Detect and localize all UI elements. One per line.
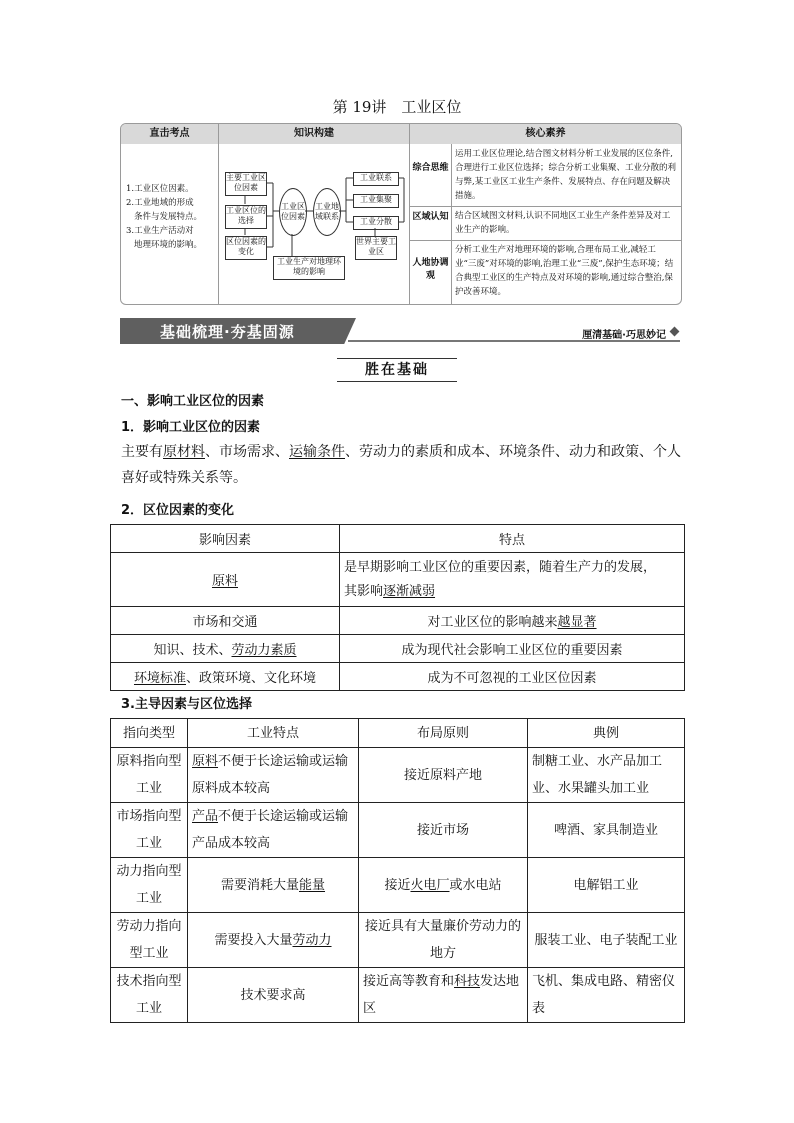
mind-map-lines xyxy=(121,124,411,304)
suyang-text-1: 运用工业区位理论,结合图文材料分析工业发展的区位条件,合理进行工业区位选择；综合分析工业集聚、工业分散的利与弊,某工业区工业生产条件、发展特点、存在问题及解决措施。 xyxy=(455,149,677,201)
section-banner xyxy=(120,318,680,344)
t1-header-feature: 特点 xyxy=(340,525,685,553)
suyang-label-1: 综合思维 xyxy=(412,163,449,173)
kaodian-list: 1.工业区位因素。 2.工业地域的形成 条件与发展特点。 3.工业生产活动对 地理环境的影响。 xyxy=(126,184,203,250)
mm-box-disperse: 工业分散 xyxy=(353,216,399,230)
diamond-icon xyxy=(670,327,680,337)
table-row: 知识、技术、劳动力素质 成为现代社会影响工业区位的重要因素 xyxy=(111,635,685,663)
banner-title: 基础梳理·夯基固源 xyxy=(160,323,295,341)
mm-box-selection: 工业区位的选择 xyxy=(225,205,267,229)
sub-heading-2: 2．区位因素的变化 xyxy=(121,503,235,518)
factor-change-table xyxy=(110,524,685,691)
page-title: 第 19讲 工业区位 xyxy=(332,98,462,116)
suyang-text-2: 结合区域图文材料,认识不同地区工业生产条件差异及对工业生产的影响。 xyxy=(455,211,671,235)
t2-header-type: 指向类型 xyxy=(111,719,188,748)
mm-oval-factors: 工业区位因素 xyxy=(279,188,307,236)
factors-paragraph: 主要有原材料、市场需求、运输条件、劳动力的素质和成本、环境条件、动力和政策、个人喜好或特殊关系等。 xyxy=(121,444,681,486)
table-row: 市场指向型工业 产品不便于长途运输或运输产品成本较高 接近市场 啤酒、家具制造业 xyxy=(111,803,685,858)
sub-banner: 胜在基础 xyxy=(337,358,457,382)
table-row: 市场和交通 对工业区位的影响越来越显著 xyxy=(111,607,685,635)
t2-header-example: 典例 xyxy=(528,719,685,748)
mm-box-cluster: 工业集聚 xyxy=(353,194,399,208)
mm-box-factors: 主要工业区位因素 xyxy=(225,172,267,196)
section-heading: 一、影响工业区位的因素 xyxy=(121,394,265,409)
mm-oval-links: 工业地域联系 xyxy=(313,188,341,236)
header-zhishi: 知识构建 xyxy=(219,124,409,144)
mm-box-change: 区位因素的变化 xyxy=(225,236,267,260)
mm-box-impact: 工业生产对地理环境的影响 xyxy=(273,256,345,280)
mm-box-world: 世界主要工业区 xyxy=(355,236,397,260)
table-row: 环境标准、政策环境、文化环境 成为不可忽视的工业区位因素 xyxy=(111,663,685,691)
sub-heading-3: 3.主导因素与区位选择 xyxy=(121,697,252,712)
suyang-label-2: 区域认知 xyxy=(412,212,449,222)
t1-header-factor: 影响因素 xyxy=(111,525,340,553)
suyang-label-3: 人地协调观 xyxy=(412,258,449,281)
sub-heading-1: 1．影响工业区位的因素 xyxy=(121,420,261,435)
table-row: 原料指向型工业 原料不便于长途运输或运输原料成本较高 接近原料产地 制糖工业、水产品加工业、水果罐头加工业 xyxy=(111,748,685,803)
header-kaodian: 直击考点 xyxy=(121,124,218,144)
table-row: 动力指向型工业 需要消耗大量能量 接近火电厂或水电站 电解铝工业 xyxy=(111,858,685,913)
suyang-text-3: 分析工业生产对地理环境的影响,合理布局工业,减轻工业“三废”对环境的影响,治理工业“三废”,保护生态环境；结合典型工业区的生产特点及对环境的影响,通过综合整治,保护改善环境。 xyxy=(455,245,674,297)
orientation-table xyxy=(110,718,685,1023)
header-suyang: 核心素养 xyxy=(410,124,681,144)
t2-header-feature: 工业特点 xyxy=(188,719,359,748)
mm-box-link: 工业联系 xyxy=(353,172,399,186)
table-row: 原料 是早期影响工业区位的重要因素，随着生产力的发展， 其影响逐渐减弱 xyxy=(111,553,685,607)
table-row: 劳动力指向型工业 需要投入大量劳动力 接近具有大量廉价劳动力的地方 服装工业、电子装配工业 xyxy=(111,913,685,968)
table-row: 技术指向型工业 技术要求高 接近高等教育和科技发达地区 飞机、集成电路、精密仪表 xyxy=(111,968,685,1023)
overview-table xyxy=(120,123,682,305)
t2-header-principle: 布局原则 xyxy=(359,719,528,748)
banner-slogan: 厘清基础·巧思妙记 xyxy=(582,330,666,341)
